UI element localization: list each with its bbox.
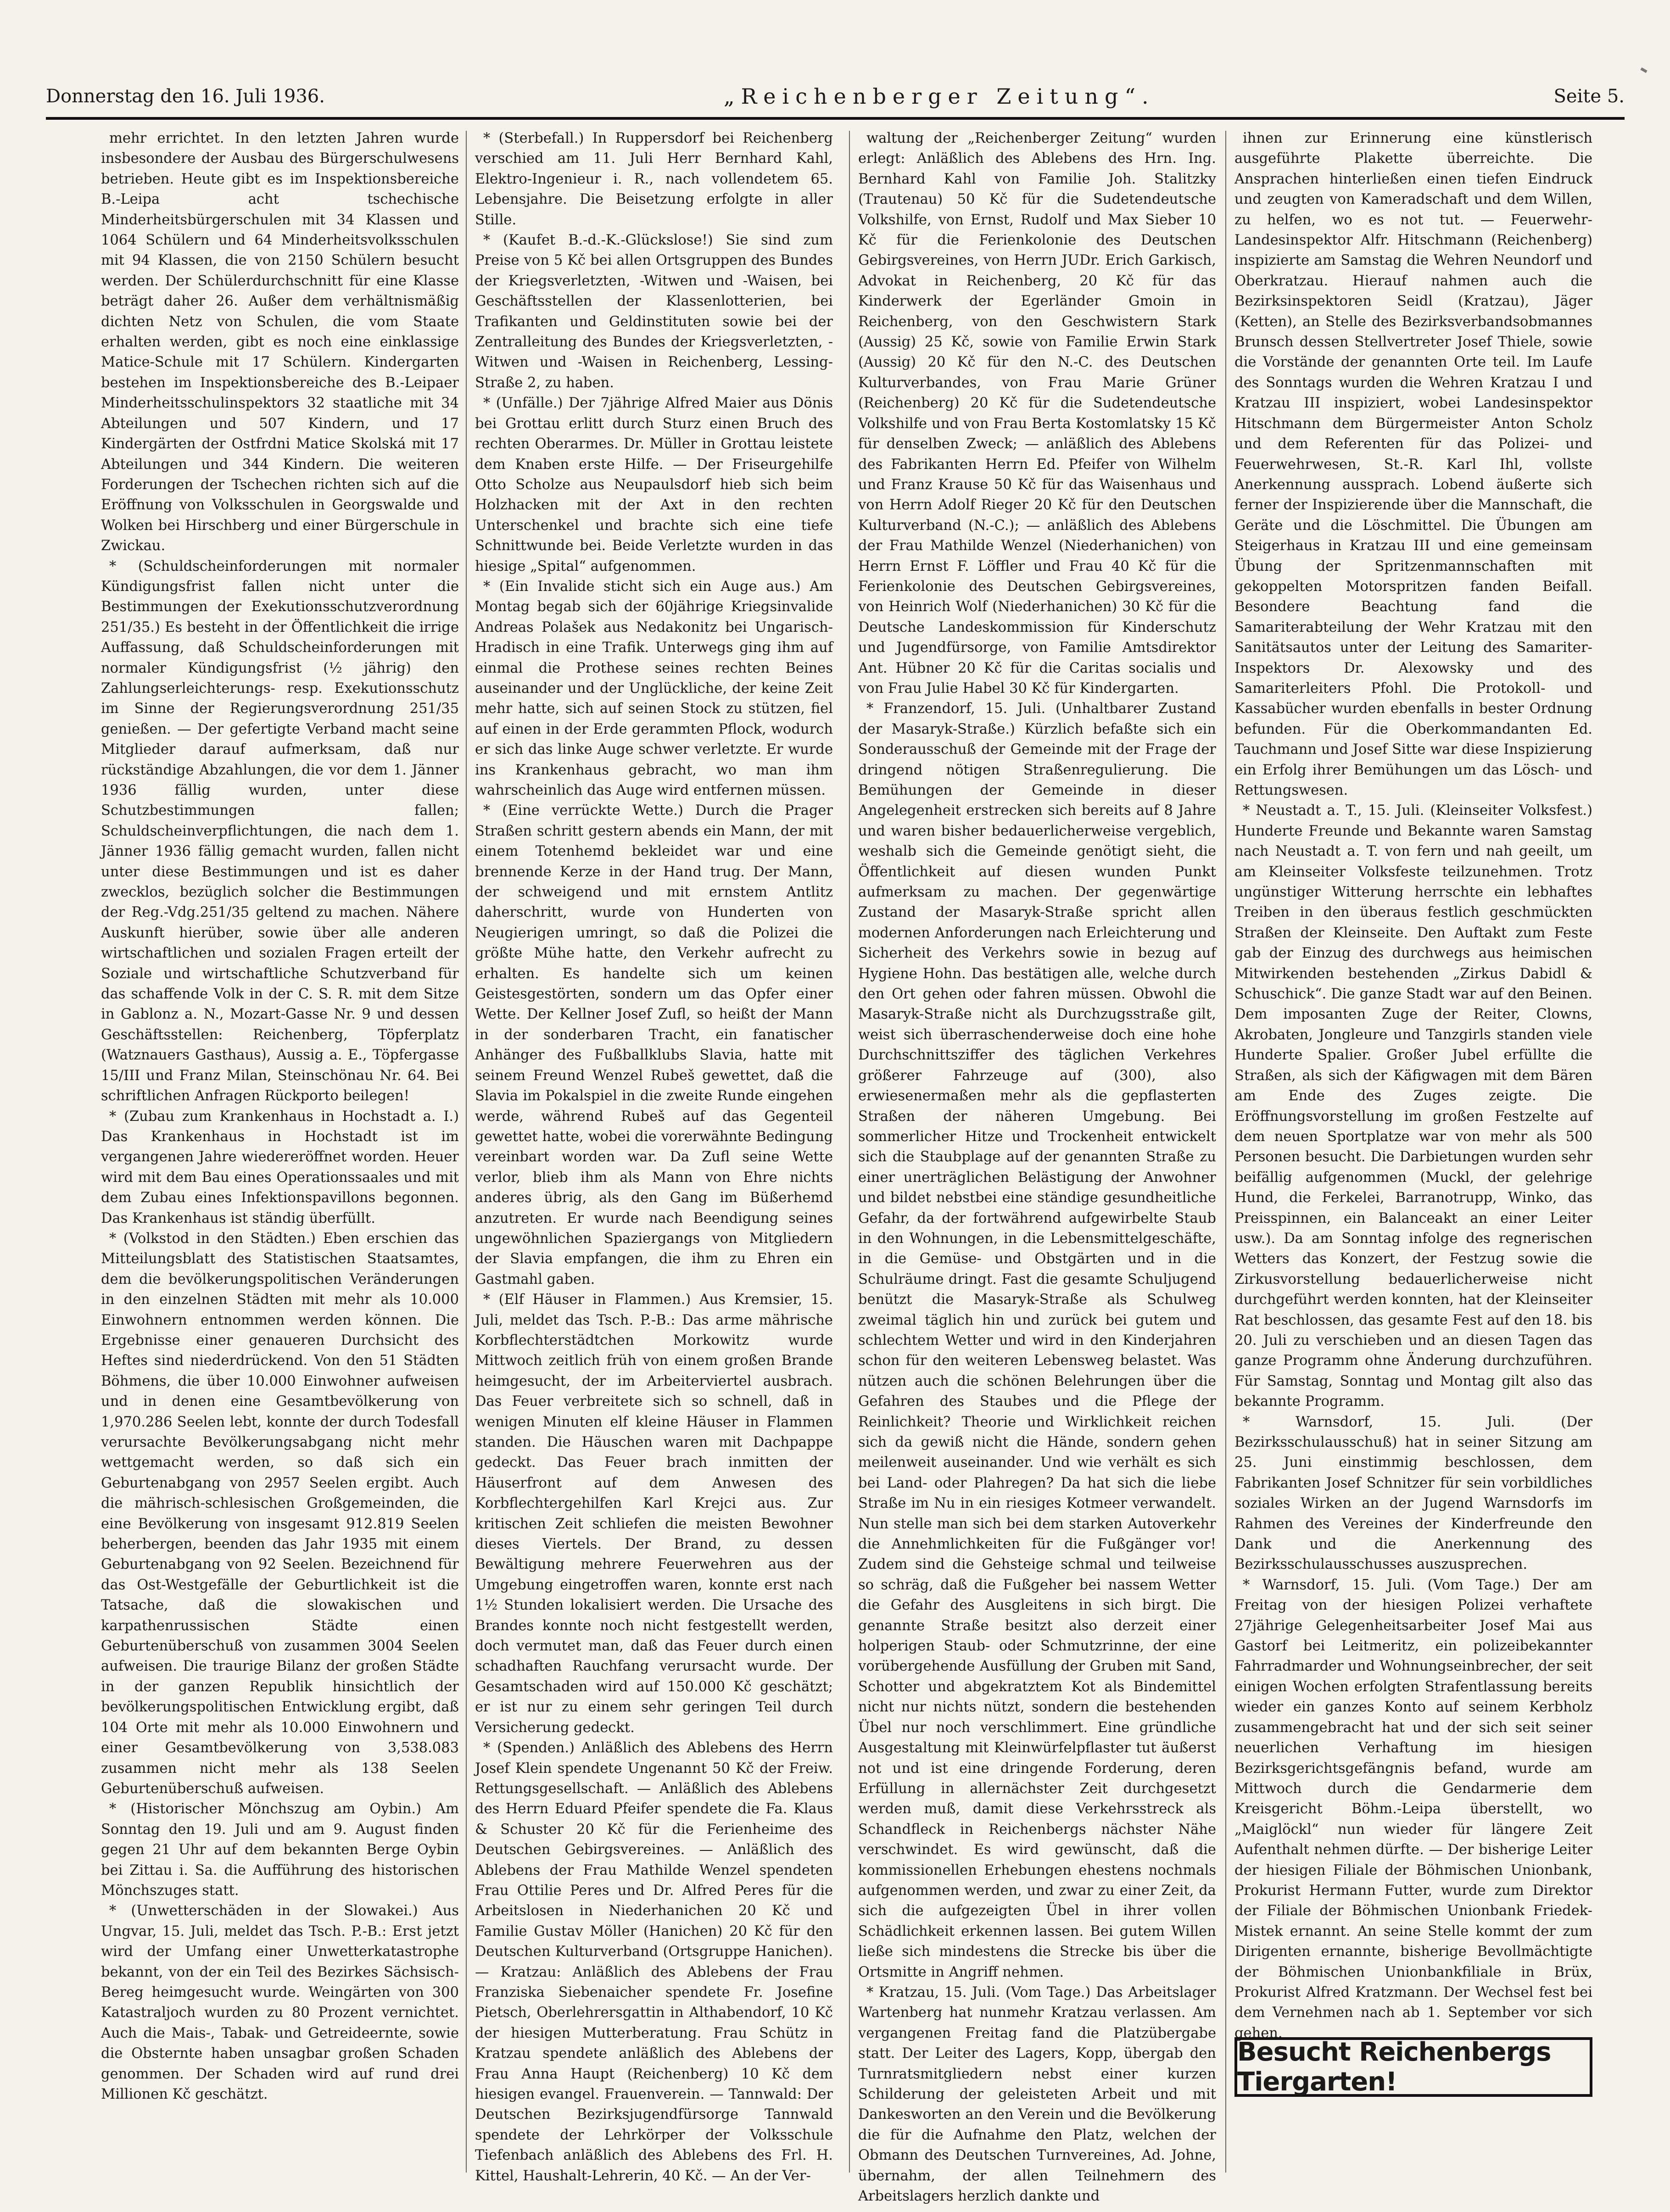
- article-paragraph: * (Unwetterschäden in der Slowakei.) Aus Ungvar, 15. Juli, meldet das Tsch. P.-B.: Erst jetzt wird der Umfang einer Unwetterkatastrophe bekannt, von der ein Teil des Bezirkes Sächsisch-Bereg heimgesucht wurde. Weingärten von 300 Katastraljoch wurden zu 80 Prozent vernichtet. Auch die Mais-, Tabak- und Getreideernte, sowie die Obsternte haben unsagbar großen Schaden genommen. Der Schaden wird auf rund drei Millionen Kč geschätzt.: [101, 1903, 459, 2102]
- column-divider: [849, 131, 850, 2173]
- article-paragraph: mehr errichtet. In den letzten Jahren wurde insbesondere der Ausbau des Bürgerschulwesens betrieben. Heute gibt es im Inspektionsbereiche B.-Leipa acht tschechische Minderheitsbürgerschulen mit 34 Klassen und 1064 Schülern und 64 Minderheitsvolksschulen mit 94 Klassen, die von 2150 Schülern besucht werden. Der Schülerdurchschnitt für eine Klasse beträgt daher 26. Außer dem verhältnismäßig dichten Netz von Schulen, die vom Staate erhalten werden, gibt es noch eine einklassige Matice-Schule mit 17 Schülern. Kindergarten bestehen im Inspektionsbereiche des B.-Leipaer Minderheitsschulinspektors 32 staatliche mit 34 Abteilungen und 507 Kindern, und 17 Kindergärten der Ostfrdni Matice Skolská mit 17 Abteilungen und 344 Kindern. Die weiteren Forderungen der Tschechen richten sich auf die Eröffnung von Volksschulen in Georgswalde und Wolken bei Hirschberg und einer Bürgerschule in Zwickau.: [101, 130, 459, 554]
- article-paragraph: * (Sterbefall.) In Ruppersdorf bei Reichenberg verschied am 11. Juli Herr Bernhard Kahl, Elektro-Ingenieur i. R., nach vollendetem 65. Lebensjahre. Die Beisetzung erfolgte in aller Stille.: [475, 130, 833, 228]
- article-paragraph: * (Historischer Mönchszug am Oybin.) Am Sonntag den 19. Juli und am 9. August finden gegen 21 Uhr auf dem bekannten Berge Oybin bei Zittau i. Sa. die Aufführung des historischen Mönchszuges statt.: [101, 1801, 459, 1899]
- article-paragraph: * Warnsdorf, 15. Juli. (Der Bezirksschulausschuß) hat in seiner Sitzung am 25. Juni einstimmig beschlossen, dem Fabrikanten Josef Schnitzer für sein vorbildliches soziales Wirken an der Jugend Warnsdorfs im Rahmen des Vereines der Kinderfreunde den Dank und die Anerkennung des Bezirksschulausschusses auszusprechen.: [1234, 1414, 1592, 1573]
- text-column-1: [101, 128, 459, 2179]
- header-page-number: Seite 5.: [1553, 86, 1625, 107]
- article-paragraph: * (Volkstod in den Städten.) Eben erschien das Mitteilungsblatt des Statistischen Staatsamtes, dem die bevölkerungspolitischen Veränderungen in den einzelnen Städten mit mehr als 10.000 Einwohnern entnommen werden können. Die Ergebnisse einer genaueren Durchsicht des Heftes sind niederdrückend. Von den 51 Städten Böhmens, die über 10.000 Einwohner aufweisen und in denen eine Gesamtbevölkerung von 1,970.286 Seelen lebt, konnte der durch Todesfall verursachte Bevölkerungsabgang nicht mehr wettgemacht werden, so daß sich ein Geburtenabgang von 2957 Seelen ergibt. Auch die mährisch-schlesischen Großgemeinden, die eine Bevölkerung von insgesamt 912.819 Seelen beherbergen, beenden das Jahr 1935 mit einem Geburtenabgang von 92 Seelen. Bezeichnend für das Ost-Westgefälle der Geburtlichkeit ist die Tatsache, daß die slowakischen und karpathenrussischen Städte einen Geburtenüberschuß von zusammen 3004 Seelen aufweisen. Die traurige Bilanz der großen Städte in der ganzen Republik hinsichtlich der bevölkerungspolitischen Entwicklung ergibt, daß 104 Orte mit mehr als 10.000 Einwohnern und einer Gesamtbevölkerung von 3,538.083 zusammen nicht mehr als 138 Seelen Geburtenüberschuß aufweisen.: [101, 1230, 459, 1797]
- article-paragraph: * (Schuldscheinforderungen mit normaler Kündigungsfrist fallen nicht unter die Bestimmungen der Exekutionsschutzverordnung 251/35.) Es besteht in der Öffentlichkeit die irrige Auffassung, daß Schuldscheinforderungen mit normaler Kündigungsfrist (½ jährig) den Zahlungserleichterungs- resp. Exekutionsschutz im Sinne der Regierungsverordnung 251/35 genießen. — Der gefertigte Verband macht seine Mitglieder darauf aufmerksam, daß nur rückständige Abzahlungen, die vor dem 1. Jänner 1936 fällig wurden, unter diese Schutzbestimmungen fallen; Schuldscheinverpflichtungen, die nach dem 1. Jänner 1936 fällig gemacht wurden, fallen nicht unter diese Bestimmungen und ist es daher zwecklos, bezüglich solcher die Bestimmungen der Reg.-Vdg.251/35 geltend zu machen. Nähere Auskunft hierüber, sowie über alle anderen wirtschaftlichen und sozialen Fragen erteilt der Soziale und wirtschaftliche Schutzverband für das schaffende Volk in der C. S. R. mit dem Sitze in Gablonz a. N., Mozart-Gasse Nr. 9 und dessen Geschäftsstellen: Reichenberg, Töpferplatz (Watznauers Gasthaus), Aussig a. E., Töpfergasse 15/III und Franz Milan, Steinschönau Nr. 64. Bei schriftlichen Anfragen Rückporto beilegen!: [101, 558, 459, 1104]
- article-paragraph: * (Elf Häuser in Flammen.) Aus Kremsier, 15. Juli, meldet das Tsch. P.-B.: Das arme mährische Korbflechterstädtchen Morkowitz wurde Mittwoch zeitlich früh von einem großen Brande heimgesucht, der im Arbeiterviertel ausbrach. Das Feuer verbreitete sich so schnell, daß in wenigen Minuten elf kleine Häuser in Flammen standen. Die Häuschen waren mit Dachpappe gedeckt. Das Feuer brach inmitten der Häuserfront auf dem Anwesen des Korbflechtergehilfen Karl Krejci aus. Zur kritischen Zeit schliefen die meisten Bewohner dieses Viertels. Der Brand, zu dessen Bewältigung mehrere Feuerwehren aus der Umgebung eingetroffen waren, konnte erst nach 1½ Stunden lokalisiert werden. Die Ursache des Brandes konnte noch nicht festgestellt werden, doch vermutet man, daß das Feuer durch einen schadhaften Rauchfang verursacht wurde. Der Gesamtschaden wird auf 150.000 Kč geschätzt; er ist nur zu einem sehr geringen Teil durch Versicherung gedeckt.: [475, 1292, 833, 1736]
- advertisement-box: [1234, 2037, 1592, 2097]
- article-paragraph: waltung der „Reichenberger Zeitung“ wurden erlegt: Anläßlich des Ablebens des Hrn. Ing. Bernhard Kahl von Familie Joh. Stalitzky (Trautenau) 50 Kč für die Sudetendeutsche Volkshilfe, von Ernst, Rudolf und Max Sieber 10 Kč für die Ferienkolonie des Deutschen Gebirgsvereines, von Herrn JUDr. Erich Garkisch, Advokat in Reichenberg, 20 Kč für das Kinderwerk der Egerländer Gmoin in Reichenberg, von den Geschwistern Stark (Aussig) 25 Kč, sowie von Familie Erwin Stark (Aussig) 20 Kč für den N.-C. des Deutschen Kulturverbandes, von Frau Marie Grüner (Reichenberg) 20 Kč für die Sudetendeutsche Volkshilfe und von Frau Berta Kostomlatsky 15 Kč für denselben Zweck; — anläßlich des Ablebens des Fabrikanten Herrn Ed. Pfeifer von Wilhelm und Franz Krause 50 Kč für das Waisenhaus und von Herrn Adolf Rieger 20 Kč für den Deutschen Kulturverband (N.-C.); — anläßlich des Ablebens der Frau Mathilde Wenzel (Niederhanichen) von Herrn Ernst F. Löffler und Frau 40 Kč für die Ferienkolonie des Deutschen Gebirgsvereines, von Heinrich Wolf (Niederhanichen) 30 Kč für die Deutsche Landeskommission für Kinderschutz und Jugendfürsorge, von Familie Amtsdirektor Ant. Hübner 20 Kč für die Caritas socialis und von Frau Julie Habel 30 Kč für Kindergarten.: [858, 130, 1216, 696]
- article-paragraph: * (Unfälle.) Der 7jährige Alfred Maier aus Dönis bei Grottau erlitt durch Sturz einen Bruch des rechten Oberarmes. Dr. Müller in Grottau leistete dem Knaben erste Hilfe. — Der Friseurgehilfe Otto Scholze aus Neupaulsdorf hieb sich beim Holzhacken mit der Axt in den rechten Unterschenkel und brachte sich eine tiefe Schnittwunde bei. Beide Verletzte wurden in das hiesige „Spital“ aufgenommen.: [475, 395, 833, 574]
- column-divider: [1225, 131, 1226, 2173]
- article-paragraph: * (Spenden.) Anläßlich des Ablebens des Herrn Josef Klein spendete Ungenannt 50 Kč der Freiw. Rettungsgesellschaft. — Anläßlich des Ablebens des Herrn Eduard Pfeifer spendete die Fa. Klaus & Schuster 20 Kč für die Ferienheime des Deutschen Gebirgsvereines. — Anläßlich des Ablebens der Frau Mathilde Wenzel spendeten Frau Ottilie Peres und Dr. Alfred Peres für die Arbeitslosen in Niederhanichen 20 Kč und Familie Gustav Möller (Hanichen) 20 Kč für den Deutschen Kulturverband (Ortsgruppe Hanichen). — Kratzau: Anläßlich des Ablebens der Frau Franziska Siebenaicher spendete Fr. Josefine Pietsch, Oberlehrersgattin in Althabendorf, 10 Kč der hiesigen Mutterberatung. Frau Schütz in Kratzau spendete anläßlich des Ablebens der Frau Anna Haupt (Reichenberg) 10 Kč dem hiesigen evangel. Frauenverein. — Tannwald: Der Deutschen Bezirksjugendfürsorge Tannwald spendete der Lehrkörper der Volksschule Tiefenbach anläßlich des Ablebens des Frl. H. Kittel, Haushalt-Lehrerin, 40 Kč. — An der Ver-: [475, 1740, 833, 2184]
- header-date: Donnerstag den 16. Juli 1936.: [46, 86, 325, 107]
- article-paragraph: * (Kaufet B.-d.-K.-Glückslose!) Sie sind zum Preise von 5 Kč bei allen Ortsgruppen des Bundes der Kriegsverletzten, -Witwen und -Waisen, bei Geschäftsstellen der Klassenlotterien, bei Trafikanten und Geldinstituten sowie bei der Zentralleitung des Bundes der Kriegsverletzten, -Witwen und -Waisen in Reichenberg, Lessing-Straße 2, zu haben.: [475, 232, 833, 391]
- text-column-4: [1234, 128, 1592, 2041]
- scan-mark: [1640, 67, 1647, 73]
- article-paragraph: * Neustadt a. T., 15. Juli. (Kleinseiter Volksfest.) Hunderte Freunde und Bekannte waren Samstag nach Neustadt a. T. von fern und nah geeilt, um am Kleinseiter Volksfeste teilzunehmen. Trotz ungünstiger Witterung herrschte ein lebhaftes Treiben in den überaus festlich geschmückten Straßen der Kleinseite. Den Auftakt zum Feste gab der Einzug des durchwegs aus heimischen Mitwirkenden bestehenden „Zirkus Dabidl & Schuschick“. Die ganze Stadt war auf den Beinen. Dem imposanten Zuge der Reiter, Clowns, Akrobaten, Jongleure und Tanzgirls standen viele Hunderte Spalier. Großer Jubel erfüllte die Straßen, als sich der Käfigwagen mit dem Bären am Ende des Zuges zeigte. Die Eröffnungsvorstellung im großen Festzelte auf dem neuen Sportplatze war von mehr als 500 Personen besucht. Die Darbietungen wurden sehr beifällig aufgenommen (Muckl, der gelehrige Hund, die Ferkelei, Barranotrupp, Winko, das Preisspinnen, ein Balanceakt an einer Leiter usw.). Da am Sonntag infolge des regnerischen Wetters das Konzert, der Festzug sowie die Zirkusvorstellung bedauerlicherweise nicht durchgeführt werden konnten, hat der Kleinseiter Rat beschlossen, das gesamte Fest auf den 18. bis 20. Juli zu verschieben und an diesen Tagen das ganze Programm ohne Änderung durchzuführen. Für Samstag, Sonntag und Montag gilt also das bekannte Programm.: [1234, 802, 1592, 1410]
- header-title: „Reichenberger Zeitung“.: [723, 84, 1155, 109]
- article-paragraph: * Franzendorf, 15. Juli. (Unhaltbarer Zustand der Masaryk-Straße.) Kürzlich befaßte sich ein Sonderausschuß der Gemeinde mit der Frage der dringend nötigen Straßenregulierung. Die Bemühungen der Gemeinde in dieser Angelegenheit erstrecken sich bereits auf 8 Jahre und waren bisher bedauerlicherweise vergeblich, weshalb sich die Gemeinde genötigt sieht, die Öffentlichkeit auf diesen wunden Punkt aufmerksam zu machen. Der gegenwärtige Zustand der Masaryk-Straße spricht allen modernen Anforderungen nach Erleichterung und Sicherheit des Verkehrs sowie in bezug auf Hygiene Hohn. Das bestätigen alle, welche durch den Ort gehen oder fahren müssen. Obwohl die Masaryk-Straße nicht als Durchzugsstraße gilt, weist sich überraschenderweise doch eine hohe Durchschnittsziffer des täglichen Verkehres größerer Fahrzeuge auf (300), also erwiesenermaßen mehr als die gepflasterten Straßen der näheren Umgebung. Bei sommerlicher Hitze und Trockenheit entwickelt sich die Staubplage auf der genannten Straße zu einer unerträglichen Belästigung der Anwohner und bildet nebstbei eine ständige gesundheitliche Gefahr, da der fortwährend aufgewirbelte Staub in den Wohnungen, in die Lebensmittelgeschäfte, in die Gemüse- und Obstgärten und in die Schulräume dringt. Fast die gesamte Schuljugend benützt die Masaryk-Straße als Schulweg zweimal täglich hin und zurück bei gutem und schlechtem Wetter und wird in den Kinderjahren schon für den weiteren Lebensweg belastet. Was nützen auch die schönen Belehrungen über die Gefahren des Staubes und die Pflege der Reinlichkeit? Theorie und Wirklichkeit reichen sich da gewiß nicht die Hände, sondern gehen meilenweit auseinander. Und wie verhält es sich bei Land- oder Plahregen? Da hat sich die liebe Straße im Nu in ein riesiges Kotmeer verwandelt. Nun stelle man sich bei dem starken Autoverkehr die Annehmlichkeiten für die Fußgänger vor! Zudem sind die Gehsteige schmal und teilweise so schräg, daß die Fußgeher bei nassem Wetter die Gefahr des Ausgleitens in sich birgt. Die genannte Straße besitzt also derzeit einer holperigen Staub- oder Schmutzrinne, der eine vorübergehende Ausfüllung der Gruben mit Sand, Schotter und abgekratztem Kot als Bindemittel nicht nur nichts nützt, sondern die bestehenden Übel nur noch verschlimmert. Eine gründliche Ausgestaltung mit Kleinwürfelpflaster tut äußerst not und ist eine dringende Forderung, deren Erfüllung in allernächster Zeit durchgesetzt werden muß, damit diese Verkehrsstreck als Schandfleck in Reichenbergs nächster Nähe verschwindet. Es wird gewünscht, daß die kommissionellen Erhebungen ehestens nochmals aufgenommen werden, und zwar zu einer Zeit, da sich die aufgezeigten Übel in ihrer vollen Schädlichkeit erkennen lassen. Bei gutem Willen ließe sich mindestens die Strecke bis über die Ortsmitte in Angriff nehmen.: [858, 701, 1216, 1980]
- column-divider: [466, 131, 467, 2173]
- article-paragraph: * (Zubau zum Krankenhaus in Hochstadt a. I.) Das Krankenhaus in Hochstadt ist im vergangenen Jahre wiedereröffnet worden. Heuer wird mit dem Bau eines Operationssaales und mit dem Zubau eines Infektionspavillons begonnen. Das Krankenhaus ist ständig überfüllt.: [101, 1108, 459, 1226]
- article-paragraph: ihnen zur Erinnerung eine künstlerisch ausgeführte Plakette überreichte. Die Ansprachen hinterließen einen tiefen Eindruck und zeugten von Kameradschaft und dem Willen, zu helfen, wo es not tut. — Feuerwehr-Landesinspektor Alfr. Hitschmann (Reichenberg) inspizierte am Samstag die Wehren Neundorf und Oberkratzau. Hierauf nahmen auch die Bezirksinspektoren Seidl (Kratzau), Jäger (Ketten), an Stelle des Bezirksverbandsobmannes Brunsch dessen Stellvertreter Josef Thiele, sowie die Vorstände der genannten Orte teil. Im Laufe des Sonntags wurden die Wehren Kratzau I und Kratzau III inspiziert, wobei Landesinspektor Hitschmann dem Bürgermeister Anton Scholz und dem Referenten für das Polizei- und Feuerwehrwesen, St.-R. Karl Ihl, vollste Anerkennung aussprach. Lobend äußerte sich ferner der Inspizierende über die Mannschaft, die Geräte und die Löschmittel. Die Übungen am Steigerhaus in Kratzau III und eine gemeinsam Übung der Spritzenmannschaften mit gekoppelten Motorspritzen fanden Beifall. Besondere Beachtung fand die Samariterabteilung der Wehr Kratzau mit den Sanitätsautos unter der Leitung des Samariter-Inspektors Dr. Alexowsky und des Samariterleiters Pfohl. Die Protokoll- und Kassabücher wurden ebenfalls in bester Ordnung befunden. Für die Oberkommandanten Ed. Tauchmann und Josef Sitte war diese Inspizierung ein Erfolg ihrer Bemühungen um das Lösch- und Rettungswesen.: [1234, 130, 1592, 798]
- article-paragraph: * Kratzau, 15. Juli. (Vom Tage.) Das Arbeitslager Wartenberg hat nunmehr Kratzau verlassen. Am vergangenen Freitag fand die Platzübergabe statt. Der Leiter des Lagers, Kopp, übergab den Turnratsmitgliedern nebst einer kurzen Schilderung der geleisteten Arbeit und mit Dankesworten an den Verein und die Bevölkerung die für die Aufnahme den Platz, welchen der Obmann des Deutschen Turnvereines, Ad. Johne, übernahm, der allen Teilnehmern des Arbeitslagers herzlich dankte und: [858, 1984, 1216, 2205]
- text-column-3: [858, 128, 1216, 2205]
- header-rule: [46, 117, 1625, 120]
- text-column-2: [475, 128, 833, 2184]
- advertisement-text: Besucht Reichenbergs Tiergarten!: [1237, 2037, 1551, 2097]
- page-header: [46, 80, 1625, 112]
- article-paragraph: * (Eine verrückte Wette.) Durch die Prager Straßen schritt gestern abends ein Mann, der mit einem Totenhemd bekleidet war und eine brennende Kerze in der Hand trug. Der Mann, der schweigend und mit ernstem Antlitz daherschritt, wurde von Hunderten von Neugierigen umringt, so daß die Polizei die größte Mühe hatte, den Verkehr aufrecht zu erhalten. Es handelte sich um keinen Geistesgestörten, sondern um das Opfer einer Wette. Der Kellner Josef Zufl, so heißt der Mann in der sonderbaren Tracht, ein fanatischer Anhänger des Fußballklubs Slavia, hatte mit seinem Freund Wenzel Rubeš gewettet, daß die Slavia im Pokalspiel in die zweite Runde eingehen werde, während Rubeš auf das Gegenteil gewettet hatte, wobei die vorerwähnte Bedingung vereinbart worden war. Da Zufl seine Wette verlor, blieb ihm als Mann von Ehre nichts anderes übrig, als den Gang im Büßerhemd anzutreten. Er wurde nach Beendigung seines ungewöhnlichen Spaziergangs von Mitgliedern der Slavia empfangen, die ihm zu Ehren ein Gastmahl gaben.: [475, 802, 833, 1287]
- article-paragraph: * (Ein Invalide sticht sich ein Auge aus.) Am Montag begab sich der 60jährige Kriegsinvalide Andreas Polašek aus Nedakonitz bei Ungarisch-Hradisch in eine Trafik. Unterwegs ging ihm auf einmal die Prothese seines rechten Beines auseinander und der Unglückliche, der keine Zeit mehr hatte, sich auf seinen Stock zu stützen, fiel auf einen in der Erde gerammten Pflock, wodurch er sich das linke Auge schwer verletzte. Er wurde ins Krankenhaus gebracht, wo man ihm wahrscheinlich das Auge wird entfernen müssen.: [475, 578, 833, 798]
- article-paragraph: * Warnsdorf, 15. Juli. (Vom Tage.) Der am Freitag von der hiesigen Polizei verhaftete 27jährige Gelegenheitsarbeiter Josef Mai aus Gastorf bei Leitmeritz, ein polizeibekannter Fahrradmarder und Wohnungseinbrecher, der seit einigen Wochen erfolgten Strafentlassung bereits wieder ein ganzes Konto auf seinem Kerbholz zusammengebracht hat und der sich seit seiner neuerlichen Verhaftung im hiesigen Bezirksgerichtsgefängnis befand, wurde am Mittwoch durch die Gendarmerie dem Kreisgericht Böhm.-Leipa überstellt, wo „Maiglöckl“ nun wieder für längere Zeit Aufenthalt nehmen dürfte. — Der bisherige Leiter der hiesigen Filiale der Böhmischen Unionbank, Prokurist Hermann Futter, wurde zum Direktor der Filiale der Böhmischen Unionbank Friedek-Mistek ernannt. An seine Stelle kommt der zum Dirigenten ernannte, bisherige Bevollmächtigte der Böhmischen Unionbankfiliale in Brüx, Prokurist Alfred Kratzmann. Der Wechsel fest bei dem Vernehmen nach ab 1. September vor sich gehen.: [1234, 1577, 1592, 2041]
